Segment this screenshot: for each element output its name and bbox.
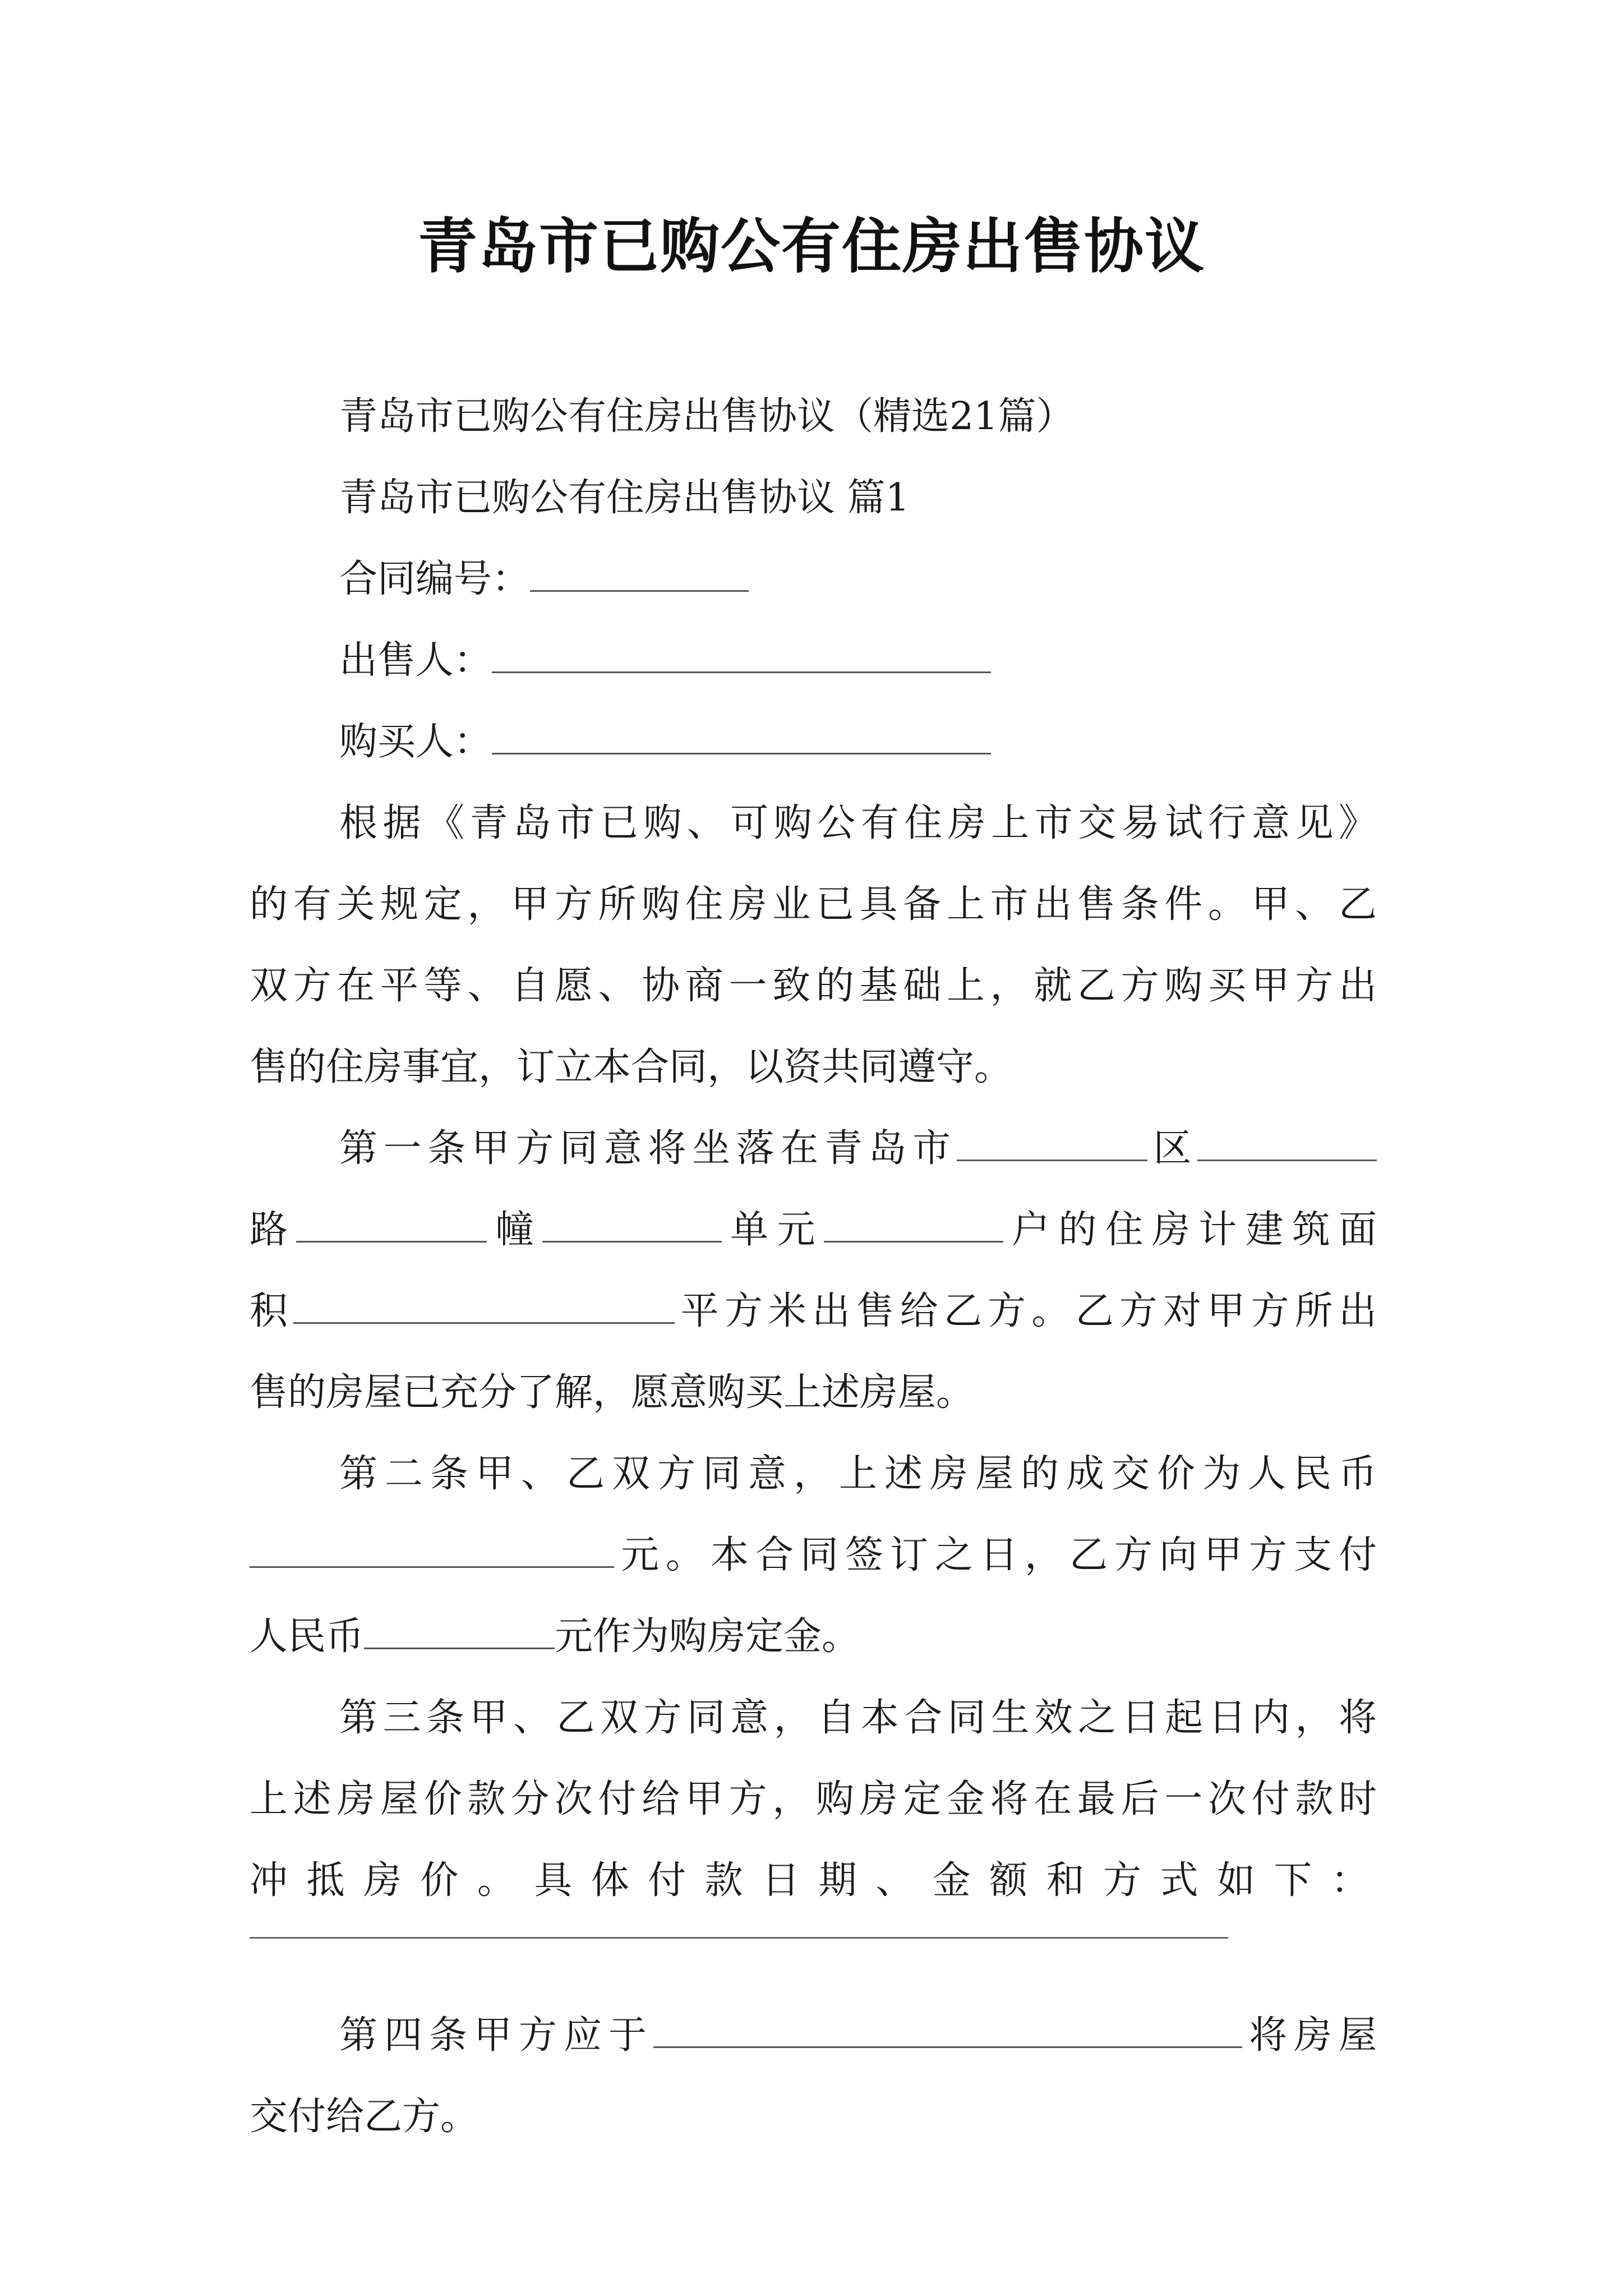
price-blank bbox=[250, 1536, 614, 1568]
contract-no-label: 合同编号： bbox=[339, 557, 531, 601]
article-text: 第四条甲方应于 bbox=[339, 2013, 653, 2058]
intro-line: 的有关规定，甲方所购住房业已具备上市出售条件。甲、乙 bbox=[250, 882, 1377, 927]
article-line bbox=[250, 1596, 1377, 1677]
buyer-line bbox=[250, 701, 1377, 783]
article-line bbox=[250, 1515, 1377, 1596]
intro-line: 根据《青岛市已购、可购公有住房上市交易试行意见》 bbox=[339, 801, 1377, 845]
article-2 bbox=[250, 1433, 1377, 1677]
seller-blank bbox=[492, 641, 991, 673]
article-text: 单元 bbox=[721, 1208, 824, 1252]
article-line: 上述房屋价款分次付给甲方，购房定金将在最后一次付款时 bbox=[250, 1777, 1377, 1821]
unit-blank bbox=[824, 1211, 1003, 1243]
article-text: 平方米出售给乙方。乙方对甲方所出 bbox=[675, 1289, 1377, 1333]
article-text: 第一条甲方同意将坐落在青岛市 bbox=[339, 1126, 957, 1171]
building-blank bbox=[542, 1211, 722, 1243]
article-line bbox=[250, 1271, 1377, 1352]
article-text: 户的住房计建筑面 bbox=[1003, 1208, 1377, 1252]
buyer-label: 购买人： bbox=[339, 720, 492, 764]
article-line bbox=[250, 1108, 1377, 1189]
article-text: 人民币 bbox=[250, 1614, 365, 1659]
intro-paragraph bbox=[250, 783, 1377, 1108]
article-line: 冲抵房价。具体付款日期、金额和方式如下： bbox=[250, 1858, 1377, 1903]
payment-details-blank bbox=[250, 1937, 1228, 1939]
section-heading: 青岛市已购公有住房出售协议 篇1 bbox=[339, 476, 910, 520]
article-line: 第二条甲、乙双方同意，上述房屋的成交价为人民币 bbox=[339, 1452, 1377, 1496]
article-text: 路 bbox=[250, 1208, 297, 1252]
area-blank bbox=[293, 1292, 675, 1324]
contract-no-line bbox=[250, 539, 1377, 620]
article-text: 元。本合同签订之日，乙方向甲方支付 bbox=[614, 1533, 1377, 1577]
contract-no-blank bbox=[530, 560, 749, 592]
document-body bbox=[250, 376, 1377, 2157]
article-3 bbox=[250, 1677, 1377, 1939]
delivery-date-blank bbox=[653, 2016, 1242, 2048]
article-4 bbox=[250, 1995, 1377, 2157]
road-blank bbox=[1197, 1129, 1377, 1161]
article-line: 交付给乙方。 bbox=[250, 2095, 479, 2139]
article-1 bbox=[250, 1108, 1377, 1433]
article-line bbox=[250, 1189, 1377, 1271]
district-blank bbox=[957, 1129, 1147, 1161]
intro-line: 售的住房事宜，订立本合同，以资共同遵守。 bbox=[250, 1045, 1013, 1089]
article-text: 将房屋 bbox=[1242, 2013, 1377, 2058]
deposit-blank bbox=[364, 1617, 555, 1649]
article-line: 售的房屋已充分了解，愿意购买上述房屋。 bbox=[250, 1370, 975, 1415]
buyer-blank bbox=[492, 723, 991, 754]
article-text: 区 bbox=[1147, 1126, 1197, 1171]
article-line: 第三条甲、乙双方同意，自本合同生效之日起日内，将 bbox=[339, 1696, 1377, 1740]
article-text: 积 bbox=[250, 1289, 294, 1333]
article-line bbox=[250, 1995, 1377, 2076]
subtitle: 青岛市已购公有住房出售协议（精选21篇） bbox=[339, 394, 1075, 439]
seller-label: 出售人： bbox=[339, 638, 492, 683]
seller-line bbox=[250, 620, 1377, 701]
document-title: 青岛市已购公有住房出售协议 bbox=[418, 212, 1205, 281]
intro-line: 双方在平等、自愿、协商一致的基础上，就乙方购买甲方出 bbox=[250, 964, 1377, 1008]
article-text: 元作为购房定金。 bbox=[555, 1614, 860, 1659]
article-text: 幢 bbox=[487, 1208, 542, 1252]
road-name-blank bbox=[296, 1211, 487, 1243]
